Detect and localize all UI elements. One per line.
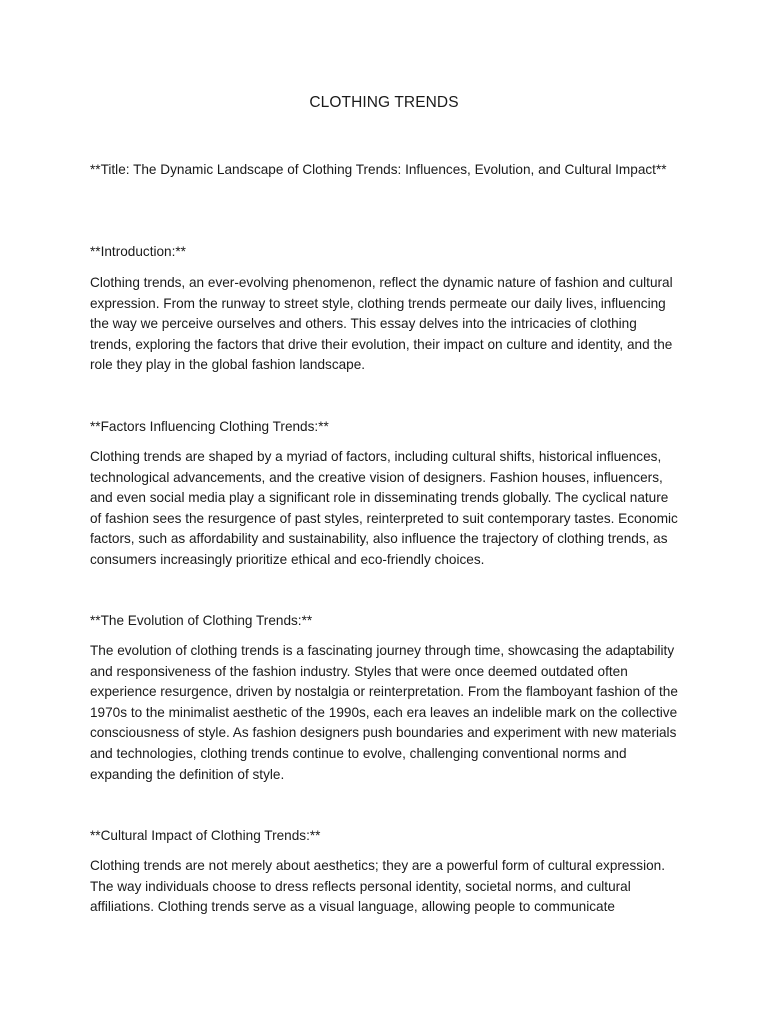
section-evolution-body [90, 641, 680, 785]
essay-title-heading [90, 160, 680, 181]
section-paragraph: Clothing trends are not merely about aesthetics; they are a powerful form of cultural expression. The way individuals choose to dress reflects personal identity, societal norms, and cultural affiliations. Clothing trends serve as a visual language, allowing people to communicate [90, 858, 666, 915]
section-cultural-heading [90, 826, 680, 847]
section-introduction-body [90, 273, 680, 376]
section-factors-heading [90, 417, 680, 438]
section-paragraph: Clothing trends, an ever-evolving phenomenon, reflect the dynamic nature of fashion and cultural expression. From the runway to street style, clothing trends permeate our daily lives, influencing the way we perceive ourselves and others. This essay delves into the intricacies of clothing trends, exploring the factors that drive their evolution, their impact on culture and identity, and the role they play in the global fashion landscape. [90, 275, 673, 373]
section-introduction-heading [90, 242, 680, 263]
document-title: CLOTHING TRENDS [309, 94, 459, 111]
section-heading: **Cultural Impact of Clothing Trends:** [90, 828, 321, 843]
section-heading: **Factors Influencing Clothing Trends:** [90, 419, 329, 434]
section-paragraph: Clothing trends are shaped by a myriad of factors, including cultural shifts, historical influences, technological advancements, and the creative vision of designers. Fashion houses, influencers, and even social media play a significant role in disseminating trends globally. The cyclical nature of fashion sees the resurgence of past styles, reinterpreted to suit contemporary tastes. Economic factors, such as affordability and sustainability, also influence the trajectory of clothing trends, as consumers increasingly prioritize ethical and eco-friendly choices. [90, 449, 678, 567]
section-factors-body [90, 447, 680, 571]
section-evolution-heading [90, 611, 680, 632]
section-heading: **Introduction:** [90, 244, 186, 259]
section-cultural-body [90, 856, 680, 918]
section-heading: **The Evolution of Clothing Trends:** [90, 613, 313, 628]
essay-title-text: **Title: The Dynamic Landscape of Clothing Trends: Influences, Evolution, and Cultural Impact** [90, 162, 667, 177]
section-paragraph: The evolution of clothing trends is a fascinating journey through time, showcasing the adaptability and responsiveness of the fashion industry. Styles that were once deemed outdated often experience resurgence, driven by nostalgia or reinterpretation. From the flamboyant fashion of the 1970s to the minimalist aesthetic of the 1990s, each era leaves an indelible mark on the collective consciousness of style. As fashion designers push boundaries and experiment with new materials and technologies, clothing trends continue to evolve, challenging conventional norms and expanding the definition of style. [90, 643, 678, 782]
